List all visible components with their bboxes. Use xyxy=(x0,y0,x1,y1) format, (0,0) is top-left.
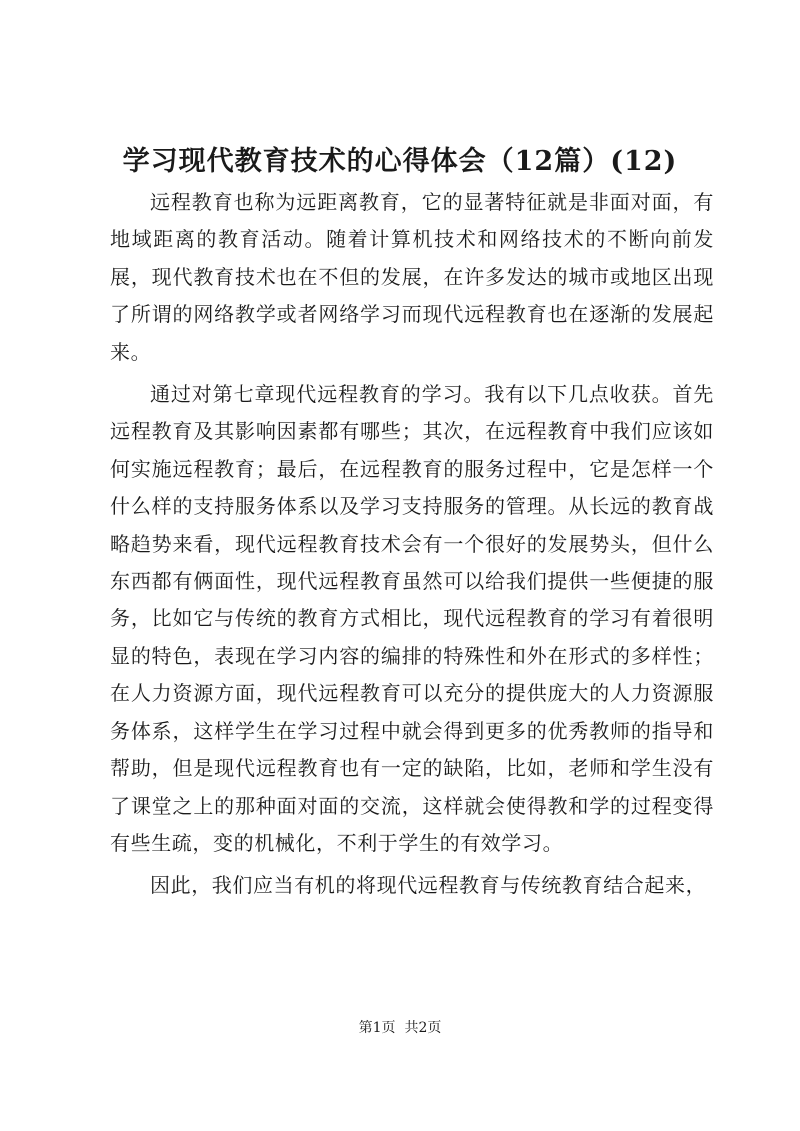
paragraph-3: 因此，我们应当有机的将现代远程教育与传统教育结合起来， xyxy=(150,873,707,898)
page-footer xyxy=(0,1018,800,1038)
paragraph-1: 远程教育也称为远距离教育，它的显著特征就是非面对面，有地域距离的教育活动。随着计算机技术和网络技术的不断向前发展，现代教育技术也在不但的发展，在许多发达的城市或地区出现了所谓的网络教学或者网络学习而现代远程教育也在逐渐的发展起来。 xyxy=(110,190,714,364)
paragraph-2: 通过对第七章现代远程教育的学习。我有以下几点收获。首先远程教育及其影响因素都有哪些；其次，在远程教育中我们应该如何实施远程教育；最后，在远程教育的服务过程中，它是怎样一个什么样的支持服务体系以及学习支持服务的管理。从长远的教育战略趋势来看，现代远程教育技术会有一个很好的发展势头，但什么东西都有俩面性，现代远程教育虽然可以给我们提供一些便捷的服务，比如它与传统的教育方式相比，现代远程教育的学习有着很明显的特色，表现在学习内容的编排的特殊性和外在形式的多样性；在人力资源方面，现代远程教育可以充分的提供庞大的人力资源服务体系，这样学生在学习过程中就会得到更多的优秀教师的指导和帮助，但是现代远程教育也有一定的缺陷，比如，老师和学生没有了课堂之上的那种面对面的交流，这样就会使得教和学的过程变得有些生疏，变的机械化，不利于学生的有效学习。 xyxy=(110,382,714,855)
document-body xyxy=(110,184,714,910)
document-title: 学习现代教育技术的心得体会（12篇）(12) xyxy=(122,146,678,177)
page-total: 共2页 xyxy=(404,1020,442,1036)
page-number: 第1页 xyxy=(358,1020,396,1036)
